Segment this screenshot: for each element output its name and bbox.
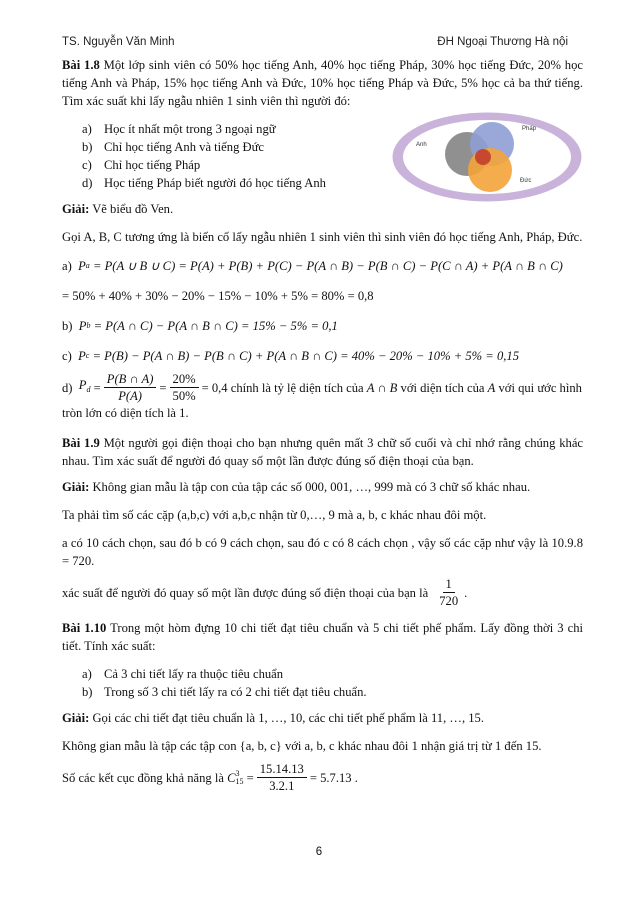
header-school: ĐH Ngoại Thương Hà nội (437, 36, 568, 48)
formula-a: a) P a = P(A ∪ B ∪ C) = P(A) + P(B) + P(C) − P(A ∩ B) − P(B ∩ C) − P(C ∩ A) + P(A ∩ B ∩ C) (62, 259, 563, 273)
list-item: b) Trong số 3 chi tiết lấy ra có 2 chi tiết đạt tiêu chuẩn. (82, 685, 367, 699)
venn-label-anh: Anh (416, 142, 427, 148)
formula-b: b) P b = P(A ∩ C) − P(A ∩ B ∩ C) = 15% − 5% = 0,1 (62, 319, 338, 333)
venn-label-phap: Pháp (522, 126, 537, 132)
solution-1-8: Giải: Vẽ biểu đồ Ven. (62, 202, 174, 216)
list-item: c) Chỉ học tiếng Pháp (82, 158, 201, 172)
solution-1-10-line2: Không gian mẫu là tập các tập con {a, b, c} với a, b, c khác nhau đôi 1 nhận giá trị từ 1 đến 15. (62, 739, 542, 753)
list-item: d) Học tiếng Pháp biết người đó học tiếng Anh (82, 176, 326, 190)
problem-1-10-items (62, 665, 583, 701)
formula-c: c) P c = P(B) − P(A ∩ B) − P(B ∩ C) + P(A ∩ B ∩ C) = 40% − 20% − 10% + 5% = 0,15 (62, 349, 519, 363)
solution-1-9-line3: a có 10 cách chọn, sau đó b có 9 cách chọn, sau đó c có 8 cách chọn , vậy số các cặp như vậy là 10.9.8 = 720. (62, 536, 583, 568)
problem-label: Bài 1.8 (62, 58, 100, 72)
solution-1-8-intro: Gọi A, B, C tương ứng là biến cố lấy ngẫu nhiên 1 sinh viên thì sinh viên đó học tiếng Anh, Pháp, Đức. (62, 230, 583, 244)
list-item: a) Cả 3 chi tiết lấy ra thuộc tiêu chuẩn (82, 667, 284, 681)
fraction: $\frac{1}{720}$ (439, 577, 459, 608)
header-author: TS. Nguyễn Văn Minh (62, 36, 175, 48)
venn-label-duc: Đức (520, 178, 532, 184)
fraction: $\frac{P(B \cap A)}{P(A)}$ (104, 371, 157, 404)
solution-1-9-line4: xác suất để người đó quay số một lần được đúng số điện thoại của bạn là $\frac{1}{720}$ . (62, 577, 468, 608)
solution-1-10: Giải: Gọi các chi tiết đạt tiêu chuẩn là 1, …, 10, các chi tiết phế phẩm là 11, …, 15. (62, 711, 485, 725)
problem-1-8-items (62, 120, 583, 192)
solution-1-9: Giải: Không gian mẫu là tập con của tập các số 000, 001, …, 999 mà có 3 chữ số khác nhau. (62, 480, 531, 494)
fraction: $\frac{15.14.13}{3.2.1}$ (257, 761, 307, 794)
problem-1-8-text (62, 56, 583, 110)
page-content (62, 56, 583, 794)
formula-d-tail: tròn lớn có diện tích là 1. (62, 406, 189, 420)
list-item: b) Chỉ học tiếng Anh và tiếng Đức (82, 140, 265, 154)
problem-1-9-text: Bài 1.9 Một người gọi điện thoại cho bạn nhưng quên mất 3 chữ số cuối và chỉ nhớ rằng chúng khác nhau. Tìm xác suất để người đó quay số một lần được đúng số điện thoại của bạn. (62, 436, 583, 468)
formula-a-result: = 50% + 40% + 30% − 20% − 15% − 10% + 5% = 80% = 0,8 (62, 289, 374, 303)
problem-body: Một lớp sinh viên có 50% học tiếng Anh, 40% học tiếng Pháp, 30% học tiếng Đức, 20% học tiếng Anh và Pháp, 15% học tiếng Anh và Đức, 10% học tiếng Pháp và Đức, 5% học cả ba thứ tiếng. Tìm xác suất khi lấy ngẫu nhiên 1 sinh viên thì người đó: (62, 58, 583, 108)
solution-1-10-line3: Số các kết cục đồng khả năng là C 3 15 = $\frac{15.14.13}{3.2.1}$ = 5.7.13 . (62, 762, 358, 793)
fraction: $\frac{20\%}{50\%}$ (170, 371, 199, 404)
combination-symbol: C 3 15 (227, 768, 244, 786)
problem-1-10-text: Bài 1.10 Trong một hòm đựng 10 chi tiết đạt tiêu chuẩn và 5 chi tiết phế phẩm. Lấy đồng thời 3 chi tiết. Tính xác suất: (62, 621, 583, 653)
list-item: a) Học ít nhất một trong 3 ngoại ngữ (82, 122, 276, 136)
formula-d: d) $P_d$ = $\frac{P(B \cap A)}{P(A)}$ = $\frac{20\%}{50\%}$ = 0,4 chính là tỷ lệ diện tích của A ∩ B với diện tích của A với qui ước hình (62, 372, 582, 403)
solution-1-9-line2: Ta phải tìm số các cặp (a,b,c) với a,b,c nhận từ 0,…, 9 mà a, b, c khác nhau đôi một. (62, 508, 487, 522)
page-number: 6 (315, 846, 323, 858)
